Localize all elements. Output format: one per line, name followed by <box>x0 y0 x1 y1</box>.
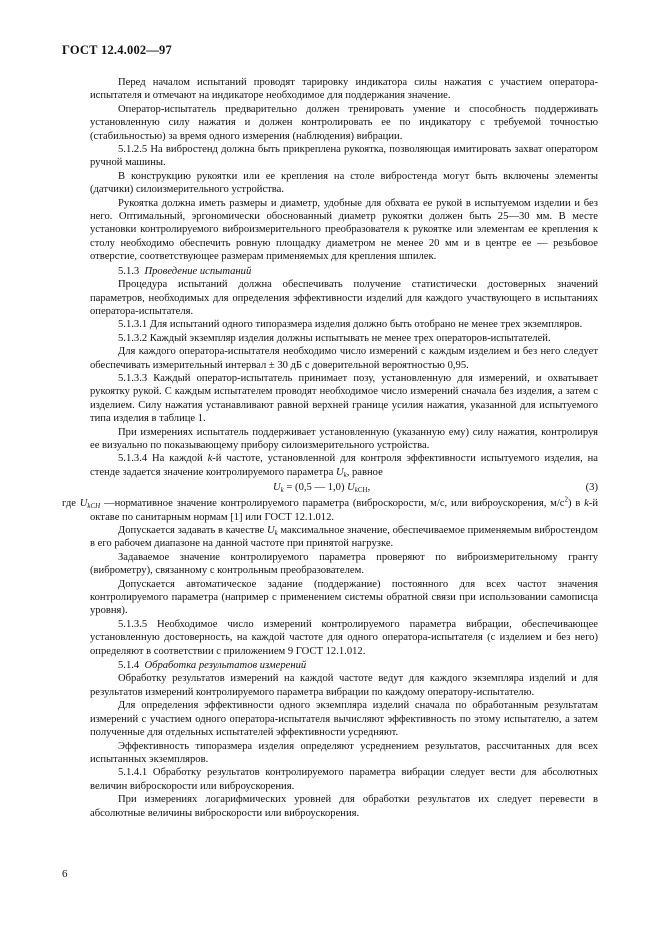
paragraph: Эффективность типоразмера изделия определяют усреднением результатов, рассчитанных для всех испытанных экземпляров. <box>90 740 598 765</box>
paragraph: 5.1.3.1 Для испытаний одного типоразмера изделия должно быть отобрано не менее трех экземпляров. <box>118 319 583 331</box>
paragraph: При измерениях испытатель поддерживает установленную (указанную ему) силу нажатия, контролируя ее визуально по показывающему прибору силоизмерительного устройства. <box>90 426 598 451</box>
paragraph: Допускается автоматическое задание (поддержание) постоянного для всех частот значения контролируемого параметра (например с применением системы обратной связи при использовании самописца уровня). <box>90 578 598 617</box>
formula-3 <box>90 479 598 497</box>
paragraph-5-1-3-4: 5.1.3.4 На каждой k-й частоте, установленной для контроля эффективности испытуемого изделия, на стенде задается значение контролируемого параметра $U_k$, равное <box>90 453 599 479</box>
section-number: 5.1.4 <box>118 660 140 672</box>
paragraph: 5.1.3.3 Каждый оператор-испытатель принимает позу, установленную для измерений, и охватывает рукоятку рукой. С каждым испытателем проводят необходимое число измерений сначала без изделия, а затем с изделием. Силу нажатия устанавливают равной верхней границе усилия нажатия, указанной для испытуемого типа изделия в таблице 1. <box>90 372 598 425</box>
paragraph: 5.1.3.2 Каждый экземпляр изделия должны испытывать не менее трех операторов-испытателей. <box>118 332 551 344</box>
formula-legend: где $U_{kCH}$ —нормативное значение контролируемого параметра (виброскорости, м/с, или виброускорения, $м/с^2$) в k-й октаве по санитарным нормам [1] или ГОСТ 12.1.012. <box>62 495 599 523</box>
page-number: 6 <box>62 868 68 880</box>
page-body <box>62 76 599 820</box>
formula-body: $U_k = (0,5$ — 1,0) $U_{kCH}$, <box>273 482 371 495</box>
paragraph: Допускается задавать в качестве $U_k$ максимальное значение, обеспечиваемое применяемым вибростендом в его рабочем диапазоне на данной частоте при принятой нагрузке. <box>90 525 598 550</box>
paragraph: Обработку результатов измерений на каждой частоте ведут для каждого экземпляра изделий и для результатов измерений контролируемого параметра вибрации по каждому оператору-испытателю. <box>90 673 598 698</box>
document-header: ГОСТ 12.4.002—97 <box>62 43 172 57</box>
paragraph: Процедура испытаний должна обеспечивать получение статистически достоверных значений параметров, необходимых для определения эффективности изделий для каждого участвующего в испытаниях оператора-испытателя. <box>90 279 598 317</box>
paragraph: При измерениях логарифмических уровней для обработки результатов их следует перевести в абсолютные величины виброскорости или виброускорения. <box>90 794 598 819</box>
paragraph: Для каждого оператора-испытателя необходимо число измерений с каждым изделием и без него следует обеспечивать измерительный интервал ± 30 дБ с доверительной вероятностью 0,95. <box>90 346 598 371</box>
paragraph: Перед началом испытаний проводят тарировку индикатора силы нажатия с участием оператора-испытателя и отмечают на индикаторе необходимое для поддержания значение. <box>90 77 598 102</box>
paragraph: Задаваемое значение контролируемого параметра проверяют по виброизмерительному гранту (виброметру), связанному с контрольным преобразователем. <box>90 551 598 577</box>
formula-number: (3) <box>585 482 598 494</box>
paragraph: Рукоятка должна иметь размеры и диаметр, удобные для обхвата ее рукой в испытуемом изделии и без него. Оптимальный, эргономически обоснованный диаметр рукоятки должен быть 25—30 мм. В месте установки контролируемого виброизмерительного преобразователя к рукоятке или элементам ее крепления к столу необходимо обеспечить ровную площадку диаметром не менее 20 мм и в центре ее — резьбовое отверстие, соответствующее размерам применяемых для крепления шпилек. <box>90 197 598 263</box>
paragraph: Оператор-испытатель предварительно должен тренировать умение и способность поддерживать установленную силу нажатия и должен контролировать ее по индикатору с требуемой точностью (стабильностью) за время одного измерения (наблюдения) вибрации. <box>90 103 598 142</box>
paragraph: В конструкцию рукоятки или ее крепления на столе вибростенда могут быть включены элементы (датчики) силоизмерительного устройства. <box>90 170 598 196</box>
paragraph: 5.1.2.5 На вибростенд должна быть прикреплена рукоятка, позволяющая имитировать захват оператором ручной машины. <box>90 144 598 169</box>
paragraph: Для определения эффективности одного экземпляра изделий сначала по обработанным результатам измерений с участием одного оператора-испытателя вычисляют эффективность по этому испытателю, а затем полученные для отдельных испытателей эффективности усредняют. <box>90 700 598 739</box>
section-heading-5-1-4 <box>90 659 598 672</box>
section-number: 5.1.3 <box>118 265 140 277</box>
section-title: Обработка результатов измерений <box>144 660 307 672</box>
section-heading-5-1-3 <box>90 265 598 278</box>
section-title: Проведение испытаний <box>144 265 252 277</box>
paragraph: 5.1.3.5 Необходимое число измерений контролируемого параметра вибрации, обеспечивающее установленную достоверность, на каждой частоте для одного оператора-испытателя (с изделием и без него) определяют в соответствии с приложением 9 ГОСТ 12.1.012. <box>90 618 598 657</box>
paragraph: 5.1.4.1 Обработку результатов контролируемого параметра вибрации следует вести для абсолютных величин виброскорости или виброускорения. <box>90 767 598 792</box>
